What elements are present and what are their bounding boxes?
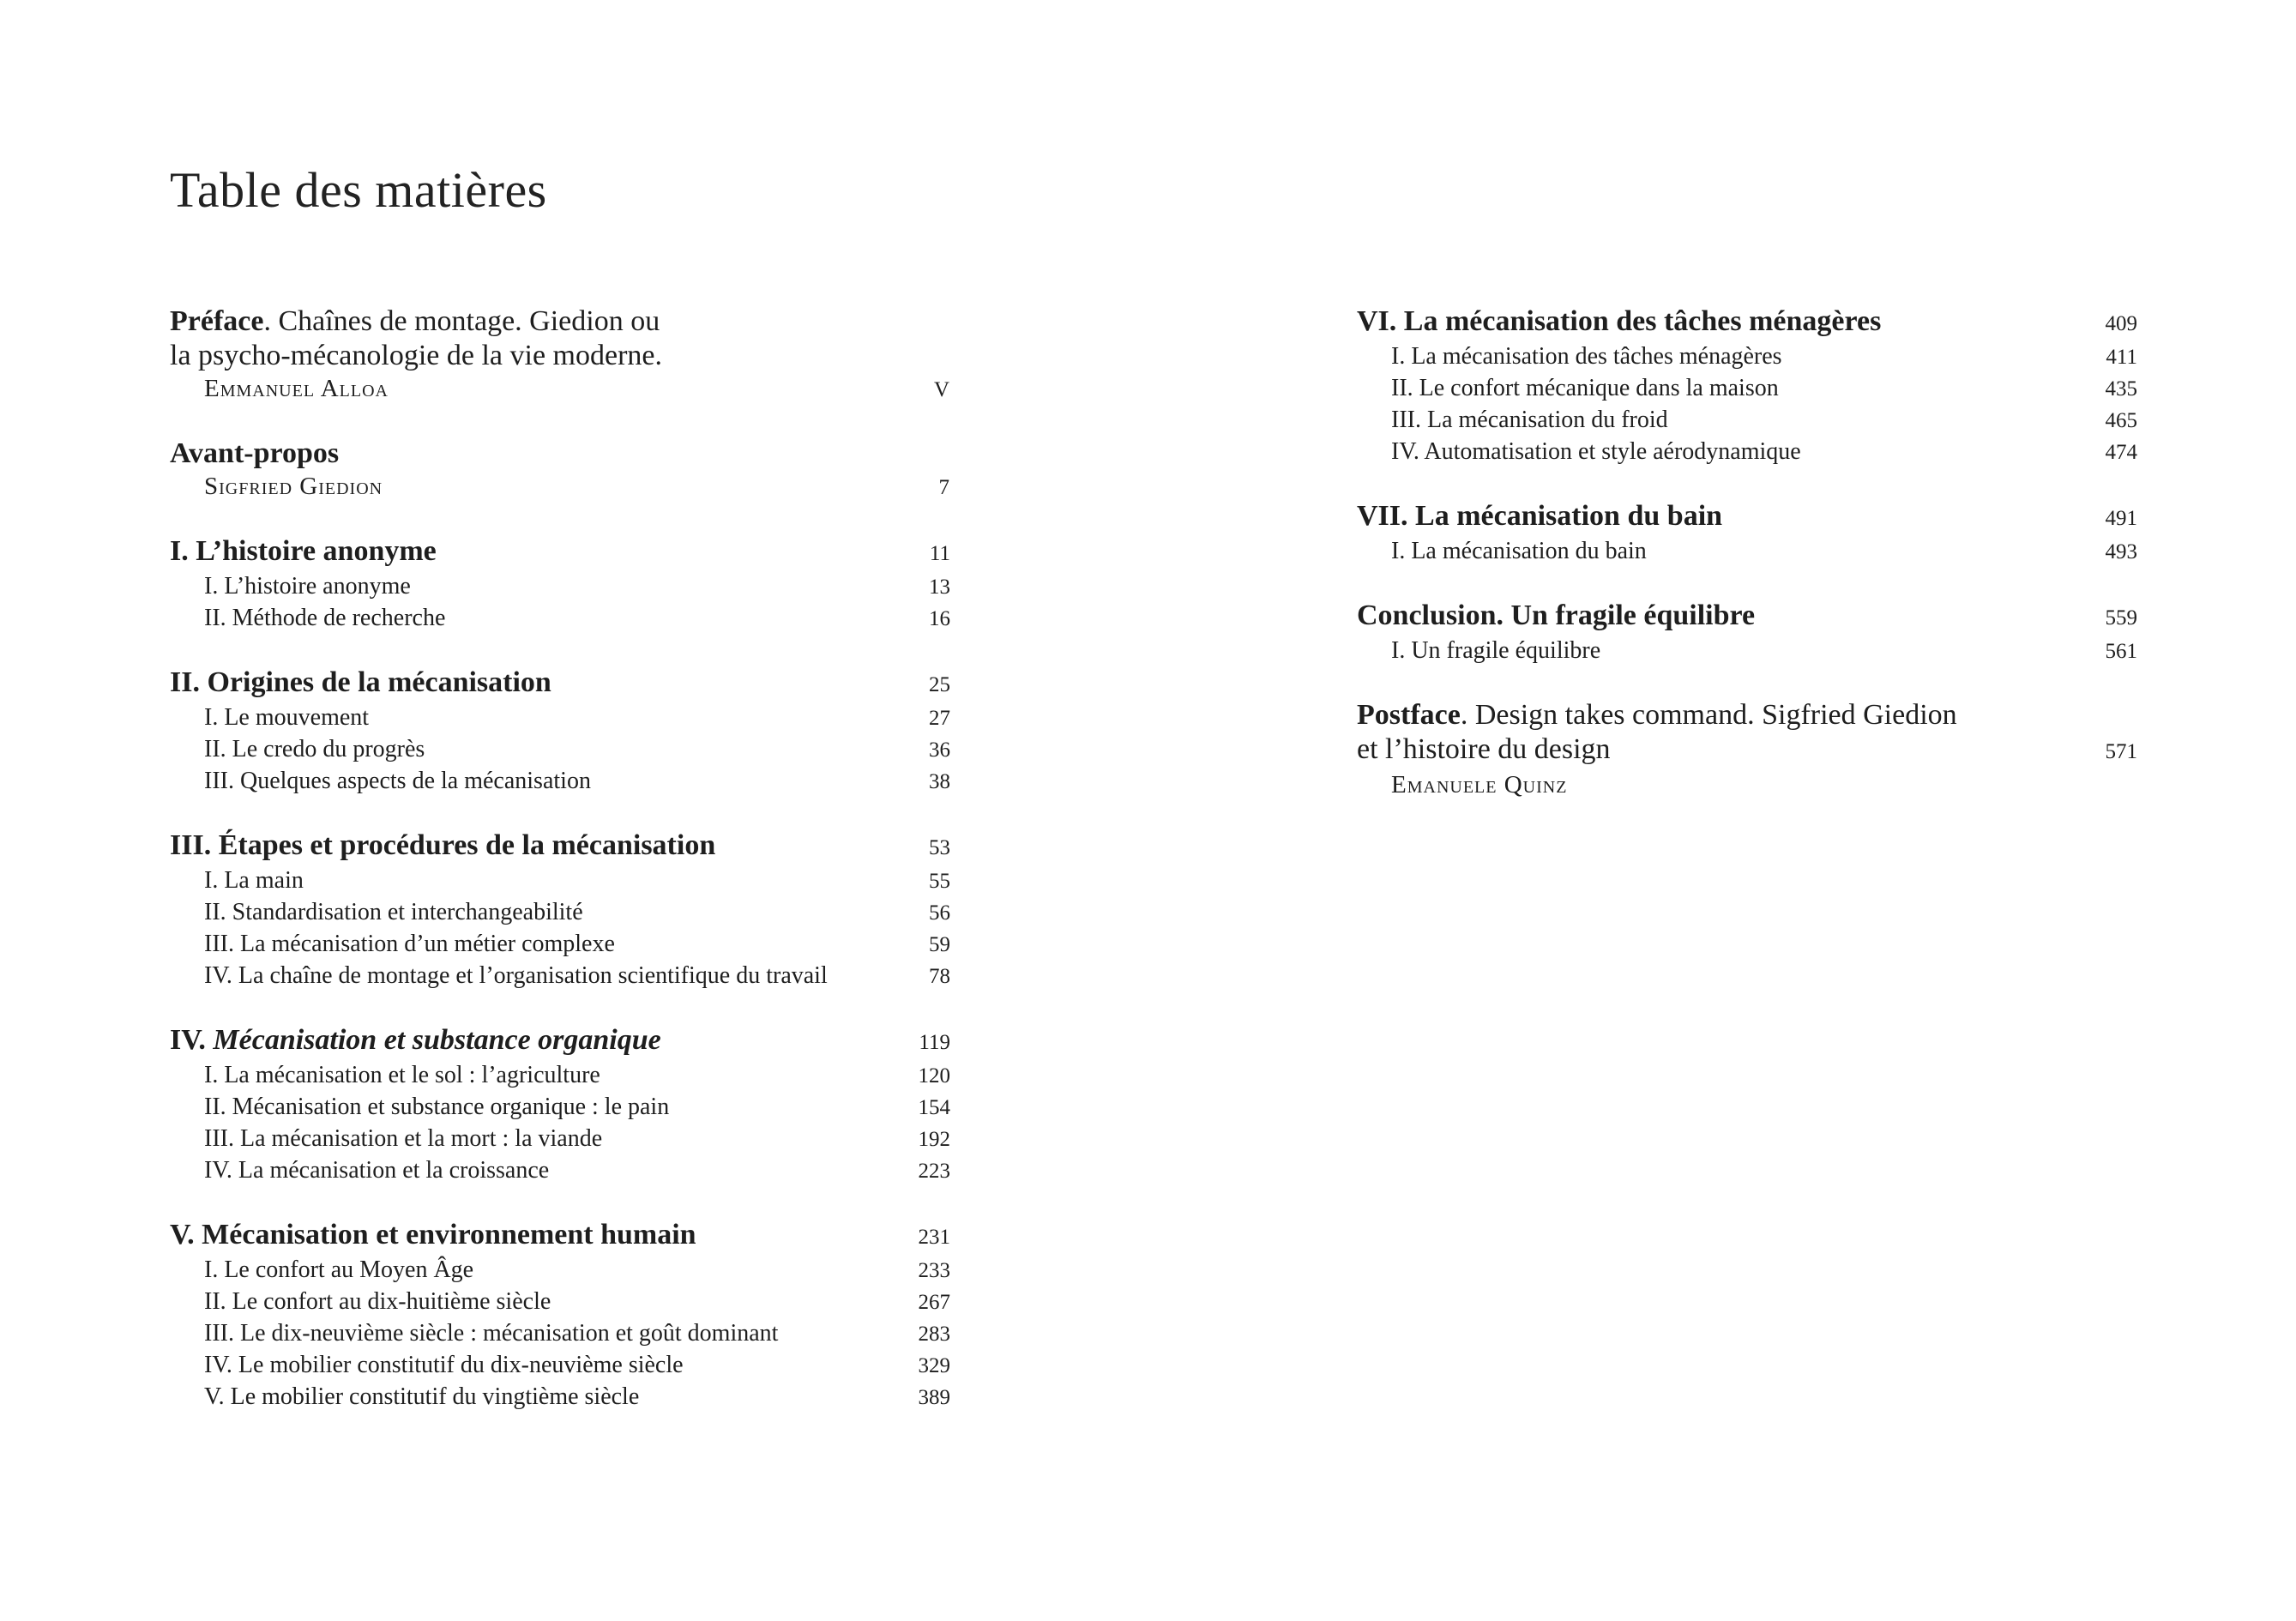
toc-avant-propos-author: [170, 471, 950, 503]
toc-part-7: [1357, 499, 2137, 568]
page-number: 465: [2105, 409, 2137, 432]
page-number: 329: [918, 1354, 950, 1377]
part-title: VII. La mécanisation du bain: [1357, 500, 1723, 532]
page-number: 119: [919, 1031, 950, 1054]
toc-chapter[interactable]: [170, 1382, 950, 1413]
page-number: 561: [2105, 640, 2137, 663]
page-number: 78: [929, 965, 950, 988]
toc-part-heading[interactable]: [170, 534, 950, 571]
author-name: Emanuele Quinz: [1391, 771, 1568, 798]
toc-chapter[interactable]: [1357, 636, 2137, 667]
page-number: 154: [918, 1096, 950, 1119]
toc-chapter[interactable]: [170, 1287, 950, 1318]
toc-chapter[interactable]: [170, 961, 950, 992]
toc-part-4: [170, 1023, 950, 1187]
toc-part-5: [170, 1218, 950, 1413]
toc-part-heading[interactable]: [170, 1023, 950, 1060]
toc-chapter[interactable]: [170, 1350, 950, 1382]
page-number: 411: [2106, 346, 2137, 369]
toc-part-6: [1357, 304, 2137, 468]
preface-label: Préface: [170, 305, 264, 337]
chapter-title: V. Le mobilier constitutif du vingtième siècle: [204, 1383, 640, 1410]
chapter-title: I. La mécanisation des tâches ménagères: [1391, 343, 1782, 370]
page-number: 435: [2105, 377, 2137, 401]
toc-chapter[interactable]: [170, 1318, 950, 1350]
page-number: 36: [929, 738, 950, 762]
part-title: V. Mécanisation et environnement humain: [170, 1219, 696, 1250]
toc-postface: [1357, 698, 2137, 800]
toc-part-heading[interactable]: [1357, 599, 2137, 636]
chapter-title: IV. Le mobilier constitutif du dix-neuvième siècle: [204, 1352, 684, 1378]
chapter-title: II. Le confort au dix-huitième siècle: [204, 1288, 551, 1315]
chapter-title: I. La mécanisation du bain: [1391, 538, 1647, 564]
chapter-title: III. Le dix-neuvième siècle : mécanisation et goût dominant: [204, 1320, 779, 1347]
toc-postface-line2: [1357, 732, 2137, 769]
part-title: Mécanisation et substance organique: [213, 1024, 661, 1056]
chapter-title: I. La mécanisation et le sol : l’agriculture: [204, 1062, 600, 1088]
toc-chapter[interactable]: [170, 571, 950, 603]
part-title: II. Origines de la mécanisation: [170, 666, 551, 698]
chapter-title: II. Méthode de recherche: [204, 605, 446, 631]
chapter-title: IV. La mécanisation et la croissance: [204, 1157, 550, 1184]
toc-chapter[interactable]: [170, 929, 950, 961]
page-number: 231: [918, 1226, 950, 1249]
toc-chapter[interactable]: [170, 897, 950, 929]
part-title: VI. La mécanisation des tâches ménagères: [1357, 305, 1882, 337]
toc-chapter[interactable]: [1357, 341, 2137, 373]
preface-subtitle-cont: la psycho-mécanologie de la vie moderne.: [170, 340, 662, 371]
toc-postface-author: [1357, 769, 2137, 800]
page-number: 53: [929, 836, 950, 859]
page-number: 192: [918, 1128, 950, 1151]
chapter-title: III. La mécanisation d’un métier complexe: [204, 931, 615, 957]
toc-chapter[interactable]: [170, 1092, 950, 1124]
page-number: 120: [918, 1064, 950, 1088]
chapter-title: III. La mécanisation et la mort : la viande: [204, 1125, 603, 1152]
toc-part-1: [170, 534, 950, 635]
chapter-title: II. Mécanisation et substance organique : le pain: [204, 1094, 670, 1120]
toc-part-heading[interactable]: [1357, 499, 2137, 536]
part-title: I. L’histoire anonyme: [170, 535, 437, 567]
toc-part-heading[interactable]: [170, 437, 950, 471]
chapter-title: II. Le credo du progrès: [204, 736, 425, 762]
page-number: 16: [929, 607, 950, 630]
toc-part-heading[interactable]: [1357, 304, 2137, 341]
part-title: Conclusion. Un fragile équilibre: [1357, 600, 1756, 631]
chapter-title: I. Un fragile équilibre: [1391, 637, 1601, 664]
toc-chapter[interactable]: [170, 1155, 950, 1187]
part-title: Avant-propos: [170, 437, 340, 469]
part-title: III. Étapes et procédures de la mécanisation: [170, 829, 716, 861]
page-number: 389: [918, 1386, 950, 1409]
page-number: 571: [2105, 740, 2137, 763]
chapter-title: I. Le mouvement: [204, 704, 370, 731]
toc-preface: [170, 304, 950, 406]
toc-part-heading[interactable]: [170, 666, 950, 702]
chapter-title: I. Le confort au Moyen Âge: [204, 1256, 474, 1283]
toc-chapter[interactable]: [170, 865, 950, 897]
toc-chapter[interactable]: [170, 1060, 950, 1092]
toc-right-column: [1357, 304, 2137, 831]
postface-subtitle-cont: et l’histoire du design: [1357, 733, 1611, 765]
page-number: 11: [929, 542, 950, 565]
toc-chapter[interactable]: [1357, 536, 2137, 568]
page-number: 59: [929, 933, 950, 956]
toc-chapter[interactable]: [170, 603, 950, 635]
page-number: 267: [918, 1291, 950, 1314]
chapter-title: IV. Automatisation et style aérodynamique: [1391, 438, 1801, 465]
toc-preface-author: [170, 373, 950, 406]
toc-chapter[interactable]: [170, 1255, 950, 1287]
page-number: 233: [918, 1259, 950, 1282]
chapter-title: I. L’histoire anonyme: [204, 573, 411, 600]
toc-left-column: [170, 304, 950, 1444]
chapter-title: III. Quelques aspects de la mécanisation: [204, 768, 591, 794]
page-number: 27: [929, 707, 950, 730]
preface-subtitle: . Chaînes de montage. Giedion ou: [263, 305, 660, 337]
toc-part-heading[interactable]: [170, 1218, 950, 1255]
page-number: 409: [2105, 312, 2137, 335]
toc-chapter[interactable]: [1357, 373, 2137, 405]
toc-chapter[interactable]: [170, 734, 950, 766]
page-number: 56: [929, 901, 950, 925]
part-numeral: IV.: [170, 1024, 206, 1056]
postface-label: Postface: [1357, 699, 1461, 731]
toc-part-3: [170, 829, 950, 992]
page-number: V: [933, 378, 950, 401]
chapter-title: III. La mécanisation du froid: [1391, 407, 1668, 433]
toc-preface-line2: [170, 339, 950, 373]
toc-part-heading[interactable]: [170, 829, 950, 865]
toc-chapter[interactable]: [170, 702, 950, 734]
page-number: 38: [929, 770, 950, 793]
postface-subtitle: . Design takes command. Sigfried Giedion: [1460, 699, 1957, 731]
page-number: 25: [929, 673, 950, 696]
toc-postface-line1[interactable]: [1357, 698, 2137, 732]
page-number: 223: [918, 1160, 950, 1183]
toc-avant-propos: [170, 437, 950, 503]
toc-chapter[interactable]: [170, 766, 950, 798]
page-number: 7: [938, 476, 950, 499]
toc-chapter[interactable]: [170, 1124, 950, 1155]
toc-preface-line1[interactable]: [170, 304, 950, 339]
chapter-title: II. Standardisation et interchangeabilité: [204, 899, 583, 925]
page-number: 559: [2105, 606, 2137, 630]
toc-conclusion: [1357, 599, 2137, 667]
page-number: 55: [929, 870, 950, 893]
toc-chapter[interactable]: [1357, 405, 2137, 437]
chapter-title: II. Le confort mécanique dans la maison: [1391, 375, 1779, 401]
page-number: 474: [2105, 441, 2137, 464]
author-name: Sigfried Giedion: [204, 473, 383, 500]
author-name: Emmanuel Alloa: [204, 375, 389, 402]
page-number: 493: [2105, 540, 2137, 563]
page-title: Table des matières: [170, 162, 547, 218]
page-number: 13: [929, 575, 950, 599]
toc-chapter[interactable]: [1357, 437, 2137, 468]
chapter-title: IV. La chaîne de montage et l’organisation scientifique du travail: [204, 962, 828, 989]
page-number: 283: [918, 1323, 950, 1346]
chapter-title: I. La main: [204, 867, 304, 894]
toc-part-2: [170, 666, 950, 798]
page-number: 491: [2105, 507, 2137, 530]
